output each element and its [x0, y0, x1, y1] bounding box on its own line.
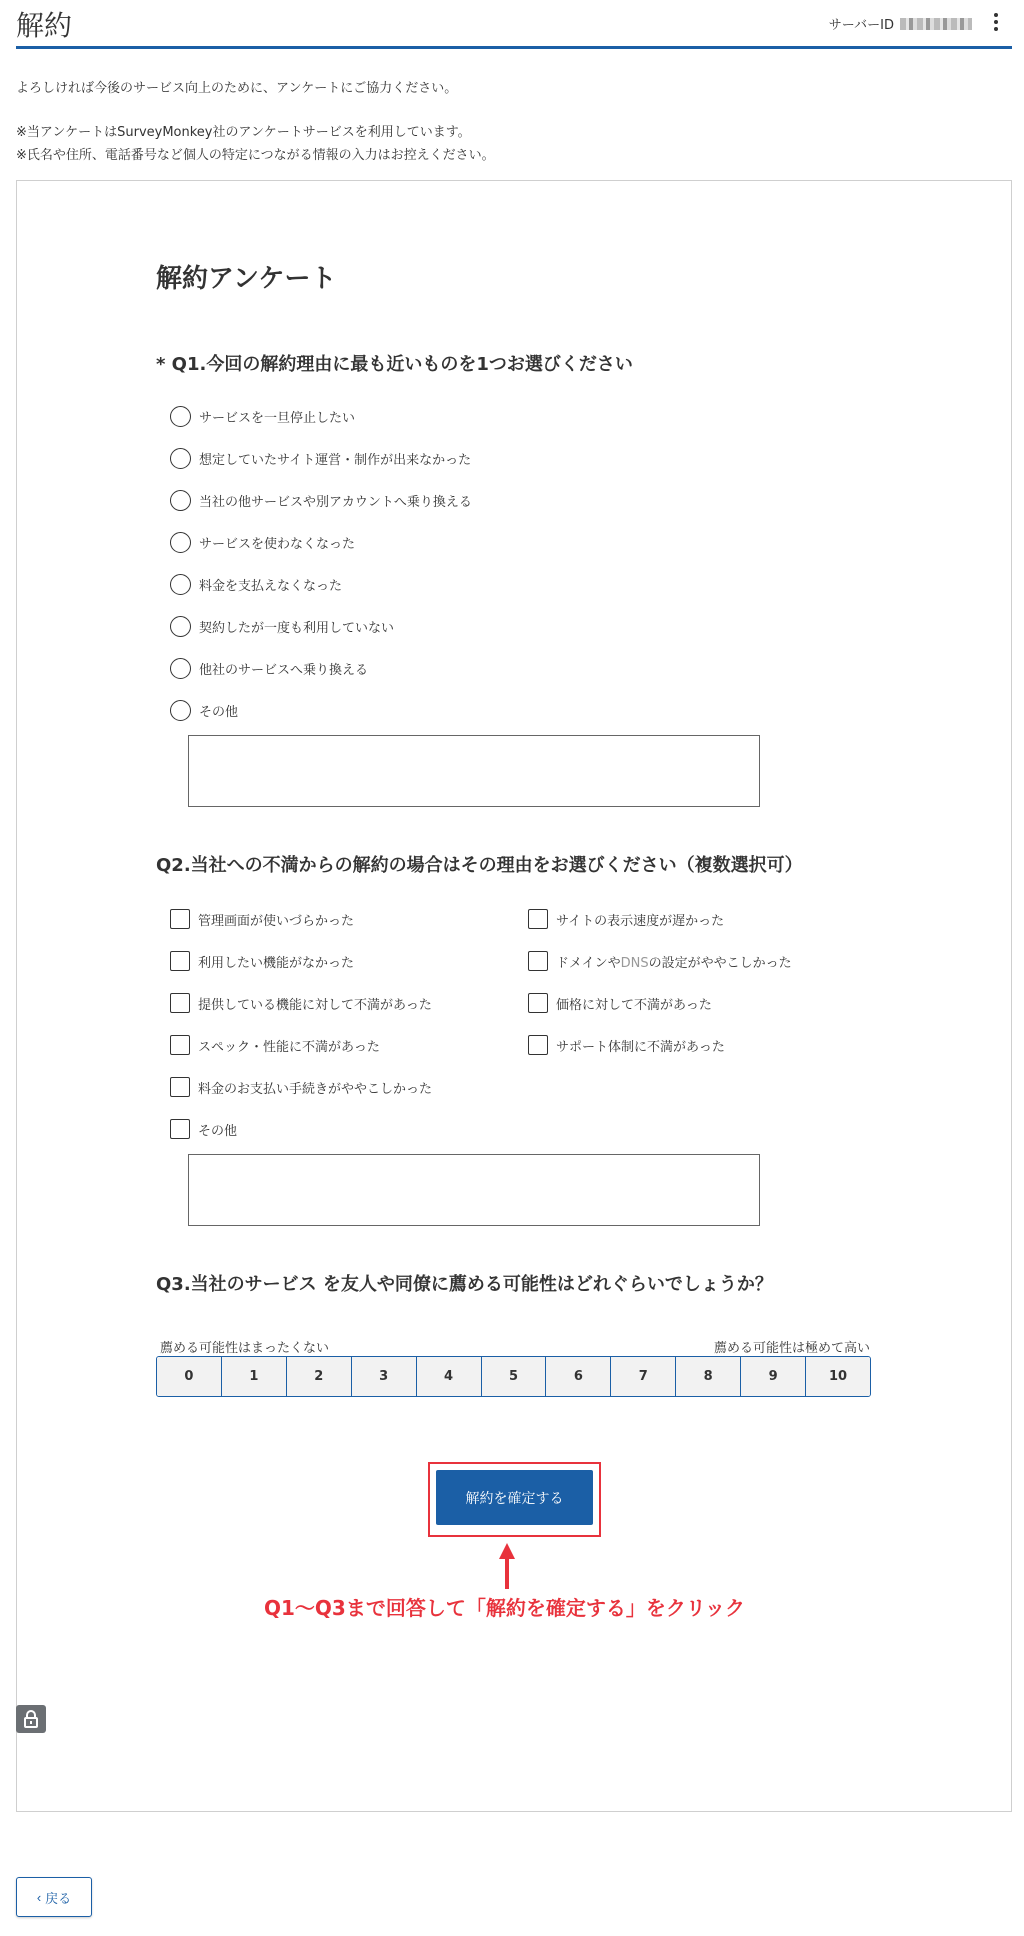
nps-option-3[interactable]: 3	[352, 1357, 417, 1396]
intro-text: よろしければ今後のサービス向上のために、アンケートにご協力ください。	[16, 81, 458, 96]
radio-button[interactable]	[170, 532, 191, 553]
kebab-menu-icon[interactable]	[988, 10, 1004, 34]
q2-option[interactable]	[528, 951, 792, 971]
q2-option[interactable]	[170, 1035, 380, 1055]
q1-option-label: サービスを一旦停止したい	[199, 411, 356, 426]
q2-option-label: 利用したい機能がなかった	[198, 955, 355, 971]
page-title: 解約	[16, 9, 73, 42]
checkbox[interactable]	[528, 993, 548, 1013]
q2-option[interactable]	[528, 1035, 725, 1055]
nps-option-1[interactable]: 1	[222, 1357, 287, 1396]
nps-scale	[156, 1356, 871, 1397]
q3-title: Q3.当社のサービス を友人や同僚に薦める可能性はどれぐらいでしょうか？	[156, 1274, 773, 1295]
checkbox[interactable]	[170, 1119, 190, 1139]
q1-option[interactable]	[170, 532, 355, 553]
checkbox[interactable]	[170, 909, 190, 929]
radio-button[interactable]	[170, 616, 191, 637]
confirm-cancellation-button[interactable]: 解約を確定する	[436, 1470, 593, 1525]
q2-option-label: サポート体制に不満があった	[556, 1039, 725, 1055]
checkbox[interactable]	[170, 1077, 190, 1097]
intro-note-2: ※氏名や住所、電話番号など個人の特定につながる情報の入力はお控えください。	[16, 148, 495, 163]
checkbox[interactable]	[170, 993, 190, 1013]
q1-option-other[interactable]	[170, 700, 238, 721]
survey-title: 解約アンケート	[156, 264, 337, 294]
nps-low-label: 薦める可能性はまったくない	[160, 1341, 330, 1356]
q2-option-label: 料金のお支払い手続きがややこしかった	[198, 1081, 433, 1097]
q2-option-label: スペック・性能に不満があった	[198, 1039, 380, 1055]
radio-button[interactable]	[170, 490, 191, 511]
q2-option[interactable]	[170, 993, 432, 1013]
q1-option[interactable]	[170, 406, 355, 427]
checkbox[interactable]	[170, 951, 190, 971]
q1-option[interactable]	[170, 448, 471, 469]
back-label: 戻る	[45, 1890, 72, 1906]
q1-option[interactable]	[170, 658, 368, 679]
q1-option[interactable]	[170, 574, 342, 595]
nps-option-8[interactable]: 8	[676, 1357, 741, 1396]
radio-button[interactable]	[170, 406, 191, 427]
q2-option-label: サイトの表示速度が遅かった	[556, 913, 725, 929]
nps-option-6[interactable]: 6	[546, 1357, 611, 1396]
q2-option[interactable]	[170, 951, 354, 971]
q1-option-label: 料金を支払えなくなった	[199, 579, 343, 594]
nps-option-10[interactable]: 10	[806, 1357, 870, 1396]
server-id-label: サーバーID	[828, 18, 894, 33]
q2-option[interactable]	[528, 993, 712, 1013]
nps-option-4[interactable]: 4	[417, 1357, 482, 1396]
q1-other-textarea[interactable]	[188, 735, 760, 807]
q2-title: Q2.当社への不満からの解約の場合はその理由をお選びください（複数選択可）	[156, 855, 803, 876]
q2-option[interactable]	[170, 909, 354, 929]
q1-option-label: サービスを使わなくなった	[199, 537, 356, 552]
nps-option-0[interactable]: 0	[157, 1357, 222, 1396]
radio-button[interactable]	[170, 574, 191, 595]
annotation-text: Q1～Q3まで回答して「解約を確定する」をクリック	[264, 1596, 746, 1620]
q1-option-label: 契約したが一度も利用していない	[199, 621, 395, 636]
chevron-left-icon: ‹	[36, 1889, 42, 1905]
checkbox[interactable]	[528, 909, 548, 929]
server-id	[829, 14, 972, 33]
q1-option-label: その他	[199, 705, 239, 720]
q1-option[interactable]	[170, 616, 394, 637]
server-id-masked-value	[900, 18, 972, 30]
q1-title: * Q1.今回の解約理由に最も近いものを1つお選びください	[156, 354, 633, 375]
q2-option-label: 提供している機能に対して不満があった	[198, 997, 432, 1013]
q2-option-label: 管理画面が使いづらかった	[198, 913, 355, 929]
checkbox[interactable]	[528, 951, 548, 971]
nps-high-label: 薦める可能性は極めて高い	[713, 1341, 870, 1356]
annotation-arrow-icon	[497, 1543, 517, 1589]
q2-option[interactable]	[528, 909, 724, 929]
radio-button[interactable]	[170, 448, 191, 469]
nps-option-2[interactable]: 2	[287, 1357, 352, 1396]
q2-option-label: その他	[198, 1123, 238, 1139]
nps-option-9[interactable]: 9	[741, 1357, 806, 1396]
lock-icon[interactable]	[16, 1705, 46, 1733]
radio-button[interactable]	[170, 658, 191, 679]
q1-option-label: 他社のサービスへ乗り換える	[199, 663, 369, 678]
checkbox[interactable]	[528, 1035, 548, 1055]
intro-note-1: ※当アンケートはSurveyMonkey社のアンケートサービスを利用しています。	[16, 125, 471, 140]
radio-button[interactable]	[170, 700, 191, 721]
q1-option-label: 当社の他サービスや別アカウントへ乗り換える	[199, 495, 472, 510]
q2-option[interactable]	[170, 1077, 432, 1097]
q2-option-label: ドメインやDNSの設定がややこしかった	[556, 955, 792, 971]
page-header	[16, 0, 1012, 49]
q2-option-label: 価格に対して不満があった	[556, 997, 712, 1013]
back-button[interactable]	[16, 1877, 92, 1917]
checkbox[interactable]	[170, 1035, 190, 1055]
nps-option-5[interactable]: 5	[482, 1357, 547, 1396]
nps-option-7[interactable]: 7	[611, 1357, 676, 1396]
q1-option[interactable]	[170, 490, 472, 511]
q1-option-label: 想定していたサイト運営・制作が出来なかった	[199, 453, 472, 468]
q2-other-textarea[interactable]	[188, 1154, 760, 1226]
q2-option-other[interactable]	[170, 1119, 237, 1139]
